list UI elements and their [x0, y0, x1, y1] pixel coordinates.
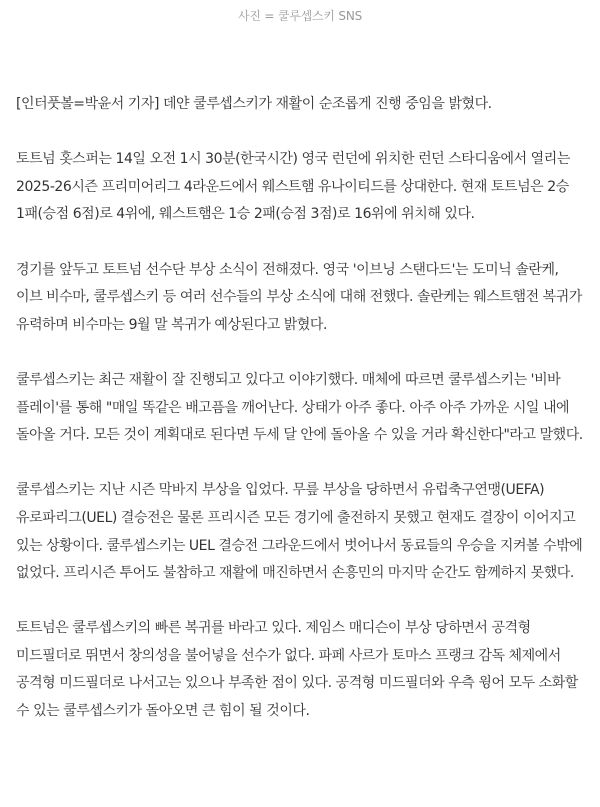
- paragraph-spacer: [16, 339, 586, 367]
- article-paragraph-injury-news: 경기를 앞두고 토트넘 선수단 부상 소식이 전해졌다. 영국 '이브닝 스탠다드'는 도미닉 솔란케, 이브 비수마, 쿨루셉스키 등 여러 선수들의 부상 소식에 대해 전했다. 솔란케는 웨스트햄전 복귀가 유력하며 비수마는 9월 말 복귀가 예상된다고 밝혔다.: [16, 261, 582, 333]
- article-paragraph-injury-background: 쿨루셉스키는 지난 시즌 막바지 부상을 입었다. 무릎 부상을 당하면서 유럽축구연맹(UEFA) 유로파리그(UEL) 결승전은 물론 프리시즌 모든 경기에 출전하지 못했고 현재도 결장이 이어지고 있는 상황이다. 쿨루셉스키는 UEL 결승전 그라운드에서 벗어나서 동료들의 우승을 지켜볼 수밖에 없었다. 프리시즌 투어도 불참하고 재활에 매진하면서 손흥민의 마지막 순간도 함께하지 못했다.: [16, 482, 583, 582]
- article-paragraph-outlook: 토트넘은 쿨루셉스키의 빠른 복귀를 바라고 있다. 제임스 매디슨이 부상 당하면서 공격형 미드필더로 뛰면서 창의성을 불어넣을 선수가 없다. 파페 사르가 토마스 프랭크 감독 체제에서 공격형 미드필더로 나서고는 있으나 부족한 점이 있다. 공격형 미드필더와 우측 윙어 모두 소화할 수 있는 쿨루셉스키가 돌아오면 큰 힘이 될 것이다.: [16, 620, 578, 720]
- paragraph-spacer: [16, 229, 586, 257]
- paragraph-spacer: [16, 588, 586, 616]
- paragraph-spacer: [16, 119, 586, 147]
- photo-caption: 사진 = 쿨루셉스키 SNS: [237, 9, 363, 23]
- article-paragraph-match-preview: 토트넘 홋스퍼는 14일 오전 1시 30분(한국시간) 영국 런던에 위치한 런던 스타디움에서 열리는 2025-26시즌 프리미어리그 4라운드에서 웨스트햄 유나이티드를 상대한다. 현재 토트넘은 2승 1패(승점 6점)로 4위에, 웨스트햄은 1승 2패(승점 3점)로 16위에 위치해 있다.: [16, 151, 570, 223]
- article-paragraph-quote: 쿨루셉스키는 최근 재활이 잘 진행되고 있다고 이야기했다. 매체에 따르면 쿨루셉스키는 '비바 플레이'를 통해 "매일 똑같은 배고픔을 깨어난다. 상태가 아주 좋다. 아주 아주 가까운 시일 내에 돌아올 거다. 모든 것이 계획대로 된다면 두세 달 안에 돌아올 수 있을 거라 확신한다"라고 말했다.: [16, 371, 583, 444]
- article-body: [16, 91, 586, 726]
- article-paragraph-lead: [인터풋볼=박윤서 기자] 데얀 쿨루셉스키가 재활이 순조롭게 진행 중임을 밝혔다.: [16, 96, 492, 112]
- paragraph-spacer: [16, 450, 586, 478]
